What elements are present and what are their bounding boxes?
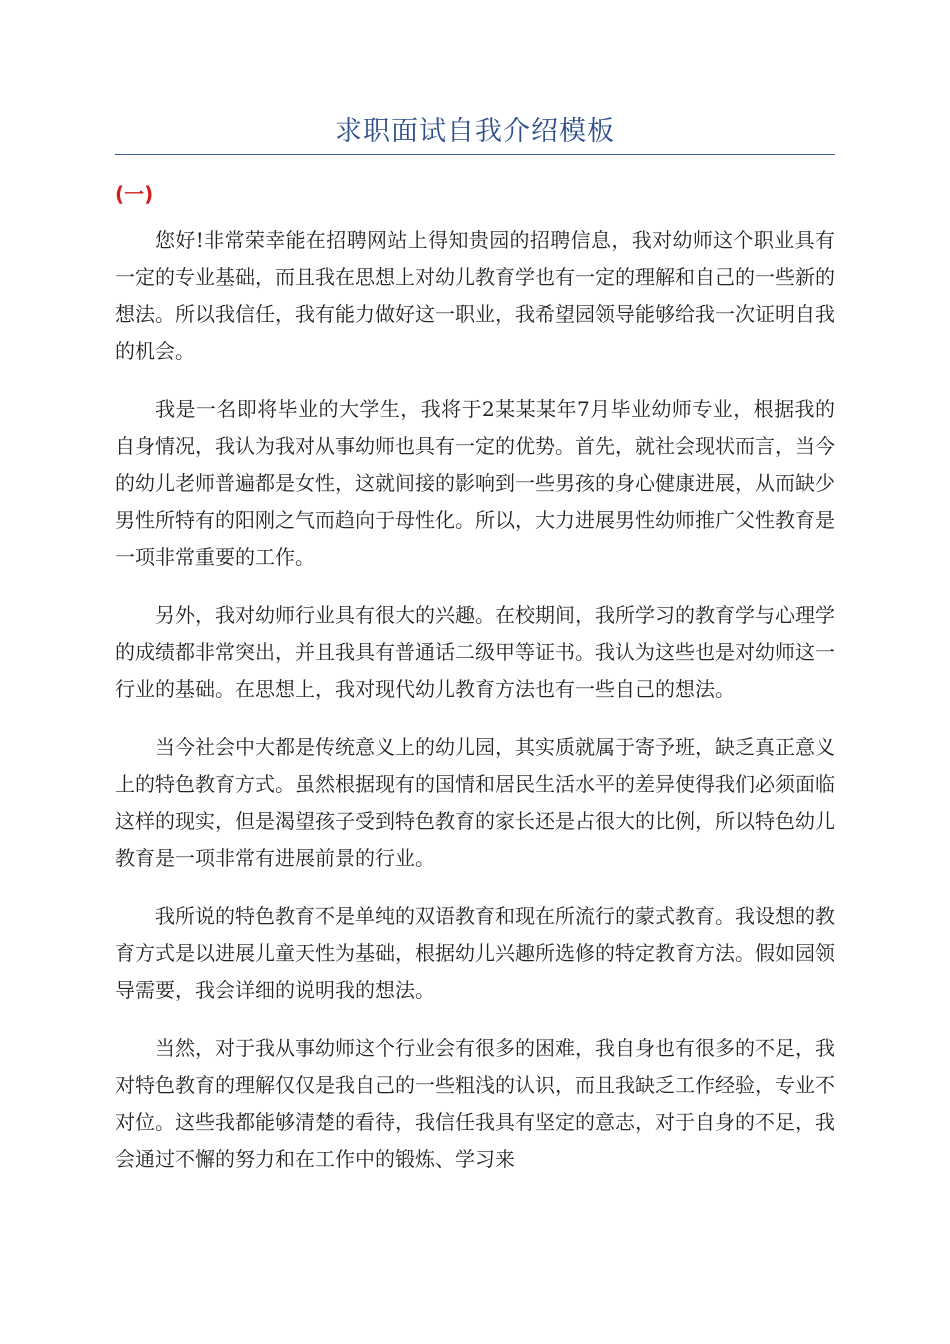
paragraph-2: 我是一名即将毕业的大学生，我将于2某某某年7月毕业幼师专业，根据我的自身情况，我认为我对从事幼师也具有一定的优势。首先，就社会现状而言，当今的幼儿老师普遍都是女性，这就间接的影响到一些男孩的身心健康进展，从而缺少男性所特有的阳刚之气而趋向于母性化。所以，大力进展男性幼师推广父性教育是一项非常重要的工作。 [115,397,835,569]
section-heading: (一) [115,182,154,206]
body-text [115,222,835,1199]
paragraph-1: 您好!非常荣幸能在招聘网站上得知贵园的招聘信息，我对幼师这个职业具有一定的专业基础，而且我在思想上对幼儿教育学也有一定的理解和自己的一些新的想法。所以我信任，我有能力做好这一职业，我希望园领导能够给我一次证明自我的机会。 [115,228,835,363]
title-underline-rule [115,154,835,155]
paragraph-6: 当然，对于我从事幼师这个行业会有很多的困难，我自身也有很多的不足，我对特色教育的理解仅仅是我自己的一些粗浅的认识，而且我缺乏工作经验，专业不对位。这些我都能够清楚的看待，我信任我具有坚定的意志，对于自身的不足，我会通过不懈的努力和在工作中的锻炼、学习来 [115,1036,835,1171]
paragraph-5: 我所说的特色教育不是单纯的双语教育和现在所流行的蒙式教育。我设想的教育方式是以进展儿童天性为基础，根据幼儿兴趣所选修的特定教育方法。假如园领导需要，我会详细的说明我的想法。 [115,904,835,1002]
paragraph-4: 当今社会中大都是传统意义上的幼儿园，其实质就属于寄予班，缺乏真正意义上的特色教育方式。虽然根据现有的国情和居民生活水平的差异使得我们必须面临这样的现实，但是渴望孩子受到特色教育的家长还是占很大的比例，所以特色幼儿教育是一项非常有进展前景的行业。 [115,735,835,870]
paragraph-3: 另外，我对幼师行业具有很大的兴趣。在校期间，我所学习的教育学与心理学的成绩都非常突出，并且我具有普通话二级甲等证书。我认为这些也是对幼师这一行业的基础。在思想上，我对现代幼儿教育方法也有一些自己的想法。 [115,603,835,701]
document-title: 求职面试自我介绍模板 [335,116,615,147]
